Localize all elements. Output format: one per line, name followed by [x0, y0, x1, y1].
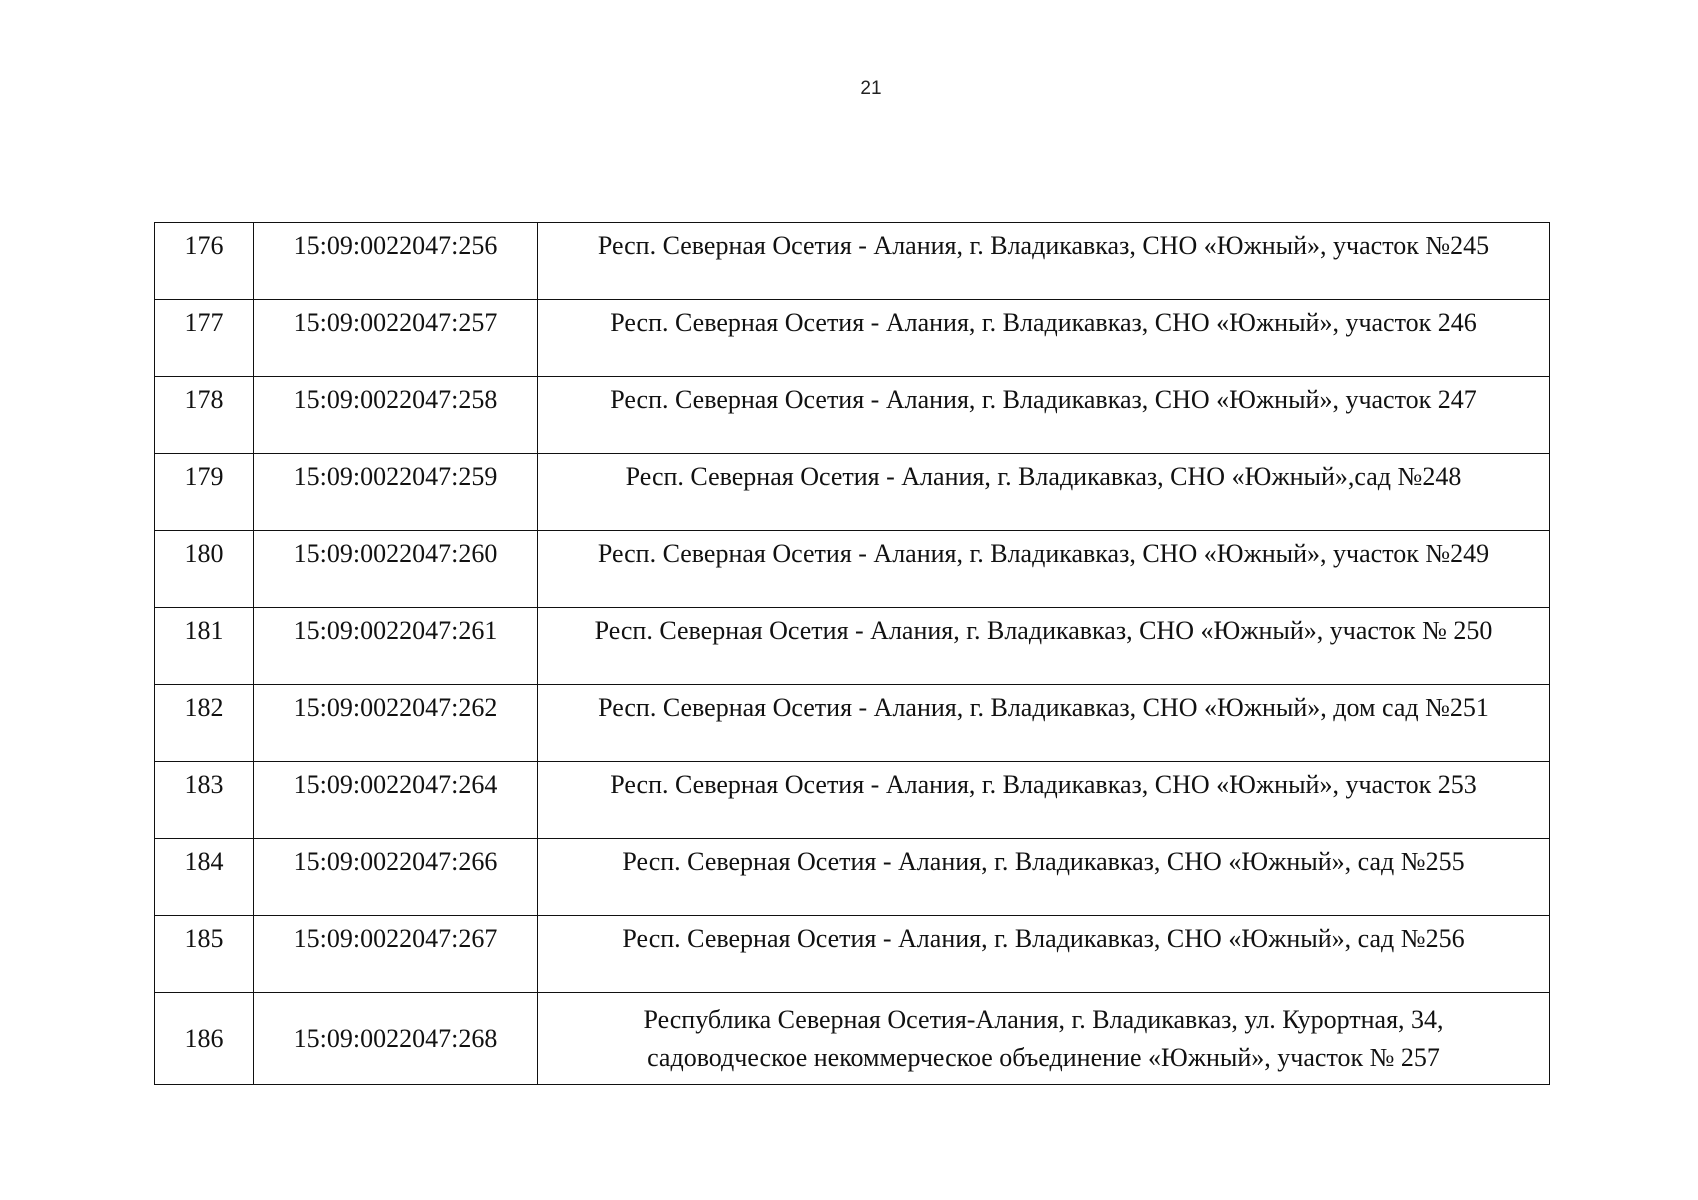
- address: Республика Северная Осетия-Алания, г. Владикавказ, ул. Курортная, 34, садоводческое некоммерческое объединение «Южный», участок № 257: [538, 993, 1550, 1085]
- address: Респ. Северная Осетия - Алания, г. Владикавказ, СНО «Южный»,сад №248: [538, 454, 1550, 531]
- address: Респ. Северная Осетия - Алания, г. Владикавказ, СНО «Южный», участок № 250: [538, 608, 1550, 685]
- address: Респ. Северная Осетия - Алания, г. Владикавказ, СНО «Южный», участок 253: [538, 762, 1550, 839]
- address: Респ. Северная Осетия - Алания, г. Владикавказ, СНО «Южный», участок №245: [538, 223, 1550, 300]
- cadastral-number: 15:09:0022047:266: [254, 839, 538, 916]
- address: Респ. Северная Осетия - Алания, г. Владикавказ, СНО «Южный», участок №249: [538, 531, 1550, 608]
- row-number: 184: [155, 839, 254, 916]
- row-number: 178: [155, 377, 254, 454]
- row-number: 186: [155, 993, 254, 1085]
- table-row: [155, 377, 1550, 454]
- page-number: 21: [860, 78, 882, 99]
- table-row: [155, 839, 1550, 916]
- cadastral-number: 15:09:0022047:256: [254, 223, 538, 300]
- table-row: [155, 993, 1550, 1085]
- cadastral-number: 15:09:0022047:267: [254, 916, 538, 993]
- table-row: [155, 454, 1550, 531]
- address: Респ. Северная Осетия - Алания, г. Владикавказ, СНО «Южный», участок 246: [538, 300, 1550, 377]
- table-row: [155, 223, 1550, 300]
- address: Респ. Северная Осетия - Алания, г. Владикавказ, СНО «Южный», дом сад №251: [538, 685, 1550, 762]
- cadastral-number: 15:09:0022047:260: [254, 531, 538, 608]
- row-number: 182: [155, 685, 254, 762]
- row-number: 181: [155, 608, 254, 685]
- table-row: [155, 608, 1550, 685]
- row-number: 176: [155, 223, 254, 300]
- row-number: 180: [155, 531, 254, 608]
- cadastral-number: 15:09:0022047:259: [254, 454, 538, 531]
- cadastral-number: 15:09:0022047:257: [254, 300, 538, 377]
- table-row: [155, 916, 1550, 993]
- table-row: [155, 685, 1550, 762]
- address: Респ. Северная Осетия - Алания, г. Владикавказ, СНО «Южный», сад №255: [538, 839, 1550, 916]
- cadastral-number: 15:09:0022047:264: [254, 762, 538, 839]
- table-row: [155, 300, 1550, 377]
- parcel-table-body: [155, 223, 1550, 1085]
- cadastral-number: 15:09:0022047:268: [254, 993, 538, 1085]
- row-number: 185: [155, 916, 254, 993]
- address: Респ. Северная Осетия - Алания, г. Владикавказ, СНО «Южный», сад №256: [538, 916, 1550, 993]
- row-number: 183: [155, 762, 254, 839]
- table-row: [155, 531, 1550, 608]
- cadastral-number: 15:09:0022047:261: [254, 608, 538, 685]
- table-row: [155, 762, 1550, 839]
- parcel-table: [154, 222, 1550, 1085]
- row-number: 179: [155, 454, 254, 531]
- address: Респ. Северная Осетия - Алания, г. Владикавказ, СНО «Южный», участок 247: [538, 377, 1550, 454]
- row-number: 177: [155, 300, 254, 377]
- cadastral-number: 15:09:0022047:262: [254, 685, 538, 762]
- cadastral-number: 15:09:0022047:258: [254, 377, 538, 454]
